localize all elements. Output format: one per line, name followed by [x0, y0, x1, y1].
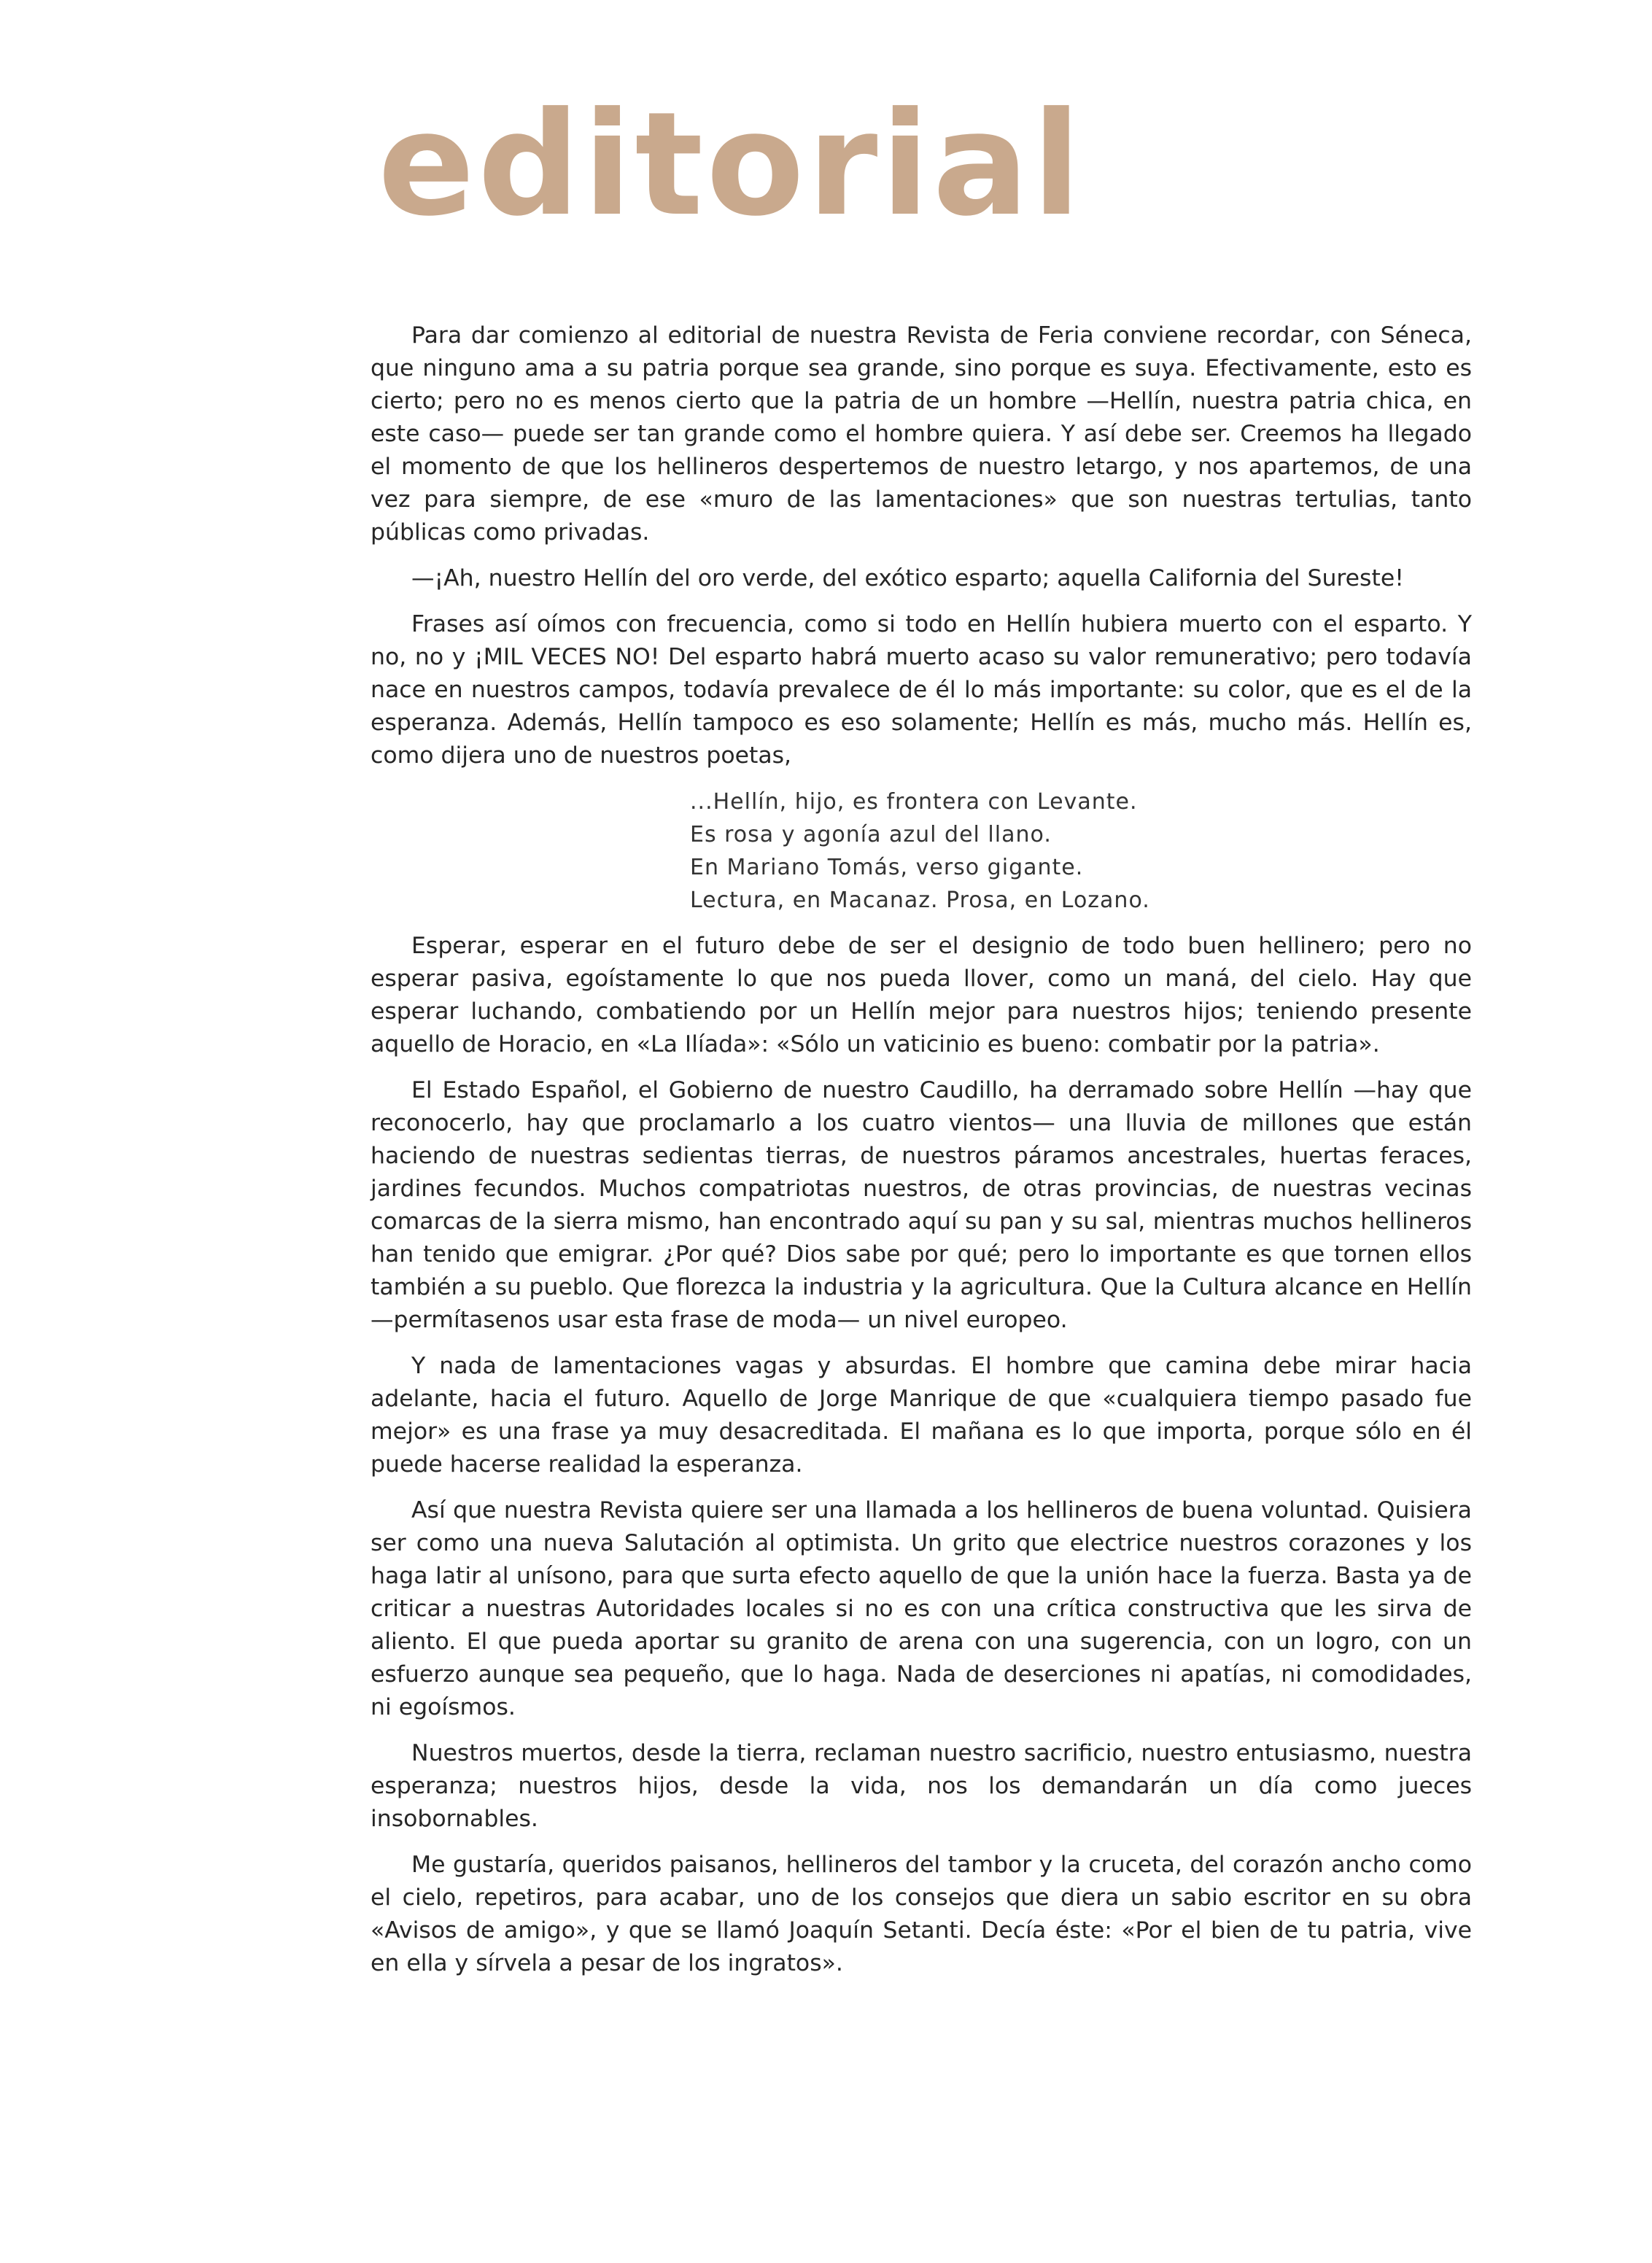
verse-line: Es rosa y agonía azul del llano. [690, 822, 1052, 847]
paragraph-revista: Así que nuestra Revista quiere ser una llamada a los hellineros de buena voluntad. Quisiera ser como una nueva Salutación al optimista. Un grito que electrice nuestros corazones y los haga latir al unísono, para que surta efecto aquello de que la unión hace la fuerza. Basta ya de criticar a nuestras Autoridades locales si no es con una crítica constructiva que les sirva de aliento. El que pueda aportar su granito de arena con una sugerencia, con un logro, con un esfuerzo aunque sea pequeño, que lo haga. Nada de deserciones ni apatías, ni comodidades, ni egoísmos. [371, 1497, 1472, 1720]
editorial-heading: editorial [378, 82, 1085, 248]
editorial-body [371, 319, 1472, 1993]
verse-quote [690, 785, 1472, 917]
paragraph-exclamation: —¡Ah, nuestro Hellín del oro verde, del exótico esparto; aquella California del Sureste! [411, 565, 1404, 591]
verse-line: En Mariano Tomás, verso gigante. [690, 855, 1084, 880]
verse-line: ...Hellín, hijo, es frontera con Levante. [690, 789, 1138, 815]
paragraph-closing: Me gustaría, queridos paisanos, hellineros del tambor y la cruceta, del corazón ancho como el cielo, repetiros, para acabar, uno de los consejos que diera un sabio escritor en su obra «Avisos de amigo», y que se llamó Joaquín Setanti. Decía éste: «Por el bien de tu patria, vive en ella y sírvela a pesar de los ingratos». [371, 1852, 1472, 1976]
paragraph-esparto: Frases así oímos con frecuencia, como si todo en Hellín hubiera muerto con el esparto. Y no, no y ¡MIL VECES NO! Del esparto habrá muerto acaso su valor remunerativo; pero todavía nace en nuestros campos, todavía prevalece de él lo más importante: su color, que es el de la esperanza. Además, Hellín tampoco es eso solamente; Hellín es más, mucho más. Hellín es, como dijera uno de nuestros poetas, [371, 611, 1472, 769]
paragraph-esperar: Esperar, esperar en el futuro debe de ser el designio de todo buen hellinero; pero no esperar pasiva, egoístamente lo que nos pueda llover, como un maná, del cielo. Hay que esperar luchando, combatiendo por un Hellín mejor para nuestros hijos; teniendo presente aquello de Horacio, en «La Ilíada»: «Sólo un vaticinio es bueno: combatir por la patria». [371, 933, 1472, 1057]
paragraph-lamentaciones: Y nada de lamentaciones vagas y absurdas. El hombre que camina debe mirar hacia adelante, hacia el futuro. Aquello de Jorge Manrique de que «cualquiera tiempo pasado fue mejor» es una frase ya muy desacreditada. El mañana es lo que importa, porque sólo en él puede hacerse realidad la esperanza. [371, 1353, 1472, 1478]
paragraph-muertos: Nuestros muertos, desde la tierra, reclaman nuestro sacrificio, nuestro entusiasmo, nuestra esperanza; nuestros hijos, desde la vida, nos los demandarán un día como jueces insobornables. [371, 1740, 1472, 1832]
verse-line: Lectura, en Macanaz. Prosa, en Lozano. [690, 888, 1150, 913]
paragraph-estado: El Estado Español, el Gobierno de nuestro Caudillo, ha derramado sobre Hellín —hay que reconocerlo, hay que proclamarlo a los cuatro vientos— una lluvia de millones que están haciendo de nuestras sedientas tierras, de nuestros páramos ancestrales, huertas feraces, jardines fecundos. Muchos compatriotas nuestros, de otras provincias, de nuestras vecinas comarcas de la sierra mismo, han encontrado aquí su pan y su sal, mientras muchos hellineros han tenido que emigrar. ¿Por qué? Dios sabe por qué; pero lo importante es que tornen ellos también a su pueblo. Que florezca la industria y la agricultura. Que la Cultura alcance en Hellín —permítasenos usar esta frase de moda— un nivel europeo. [371, 1077, 1472, 1333]
paragraph-intro: Para dar comienzo al editorial de nuestra Revista de Feria conviene recordar, con Séneca, que ninguno ama a su patria porque sea grande, sino porque es suya. Efectivamente, esto es cierto; pero no es menos cierto que la patria de un hombre —Hellín, nuestra patria chica, en este caso— puede ser tan grande como el hombre quiera. Y así debe ser. Creemos ha llegado el momento de que los hellineros despertemos de nuestro letargo, y nos apartemos, de una vez para siempre, de ese «muro de las lamentaciones» que son nuestras tertulias, tanto públicas como privadas. [371, 322, 1472, 546]
